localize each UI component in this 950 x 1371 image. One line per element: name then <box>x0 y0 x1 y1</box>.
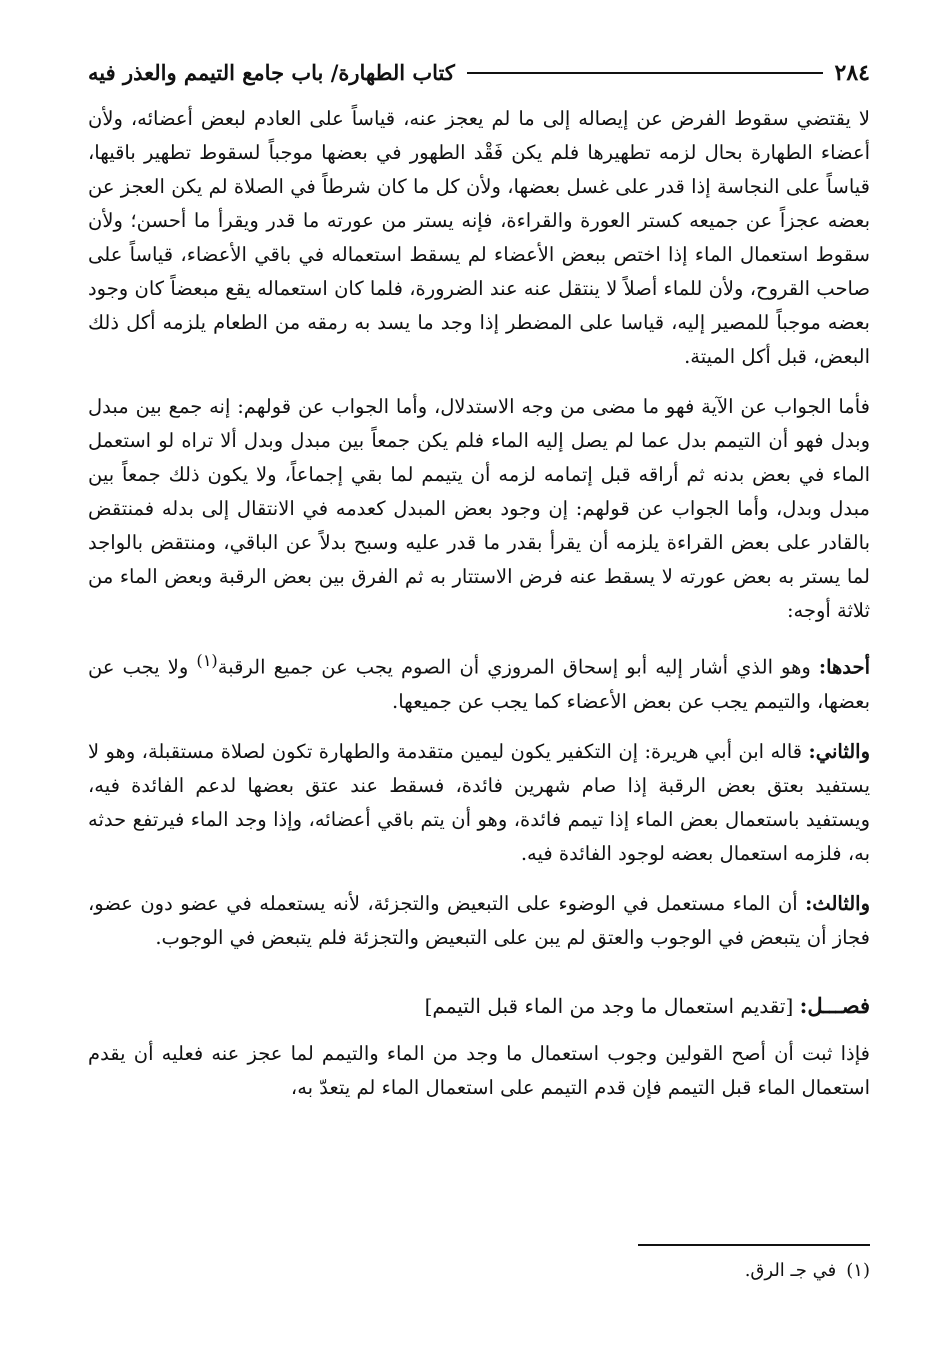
section-lead: فصـــل: <box>799 992 870 1018</box>
header-rule <box>467 72 823 74</box>
chapter-title: كتاب الطهارة/ باب جامع التيمم والعذر فيه <box>88 60 455 85</box>
section-heading <box>88 989 870 1023</box>
paragraph-1: لا يقتضي سقوط الفرض عن إيصاله إلى ما لم يعجز عنه، قياساً على العادم لبعض أعضائه، ولأن أعضاء الطهارة بحال لزمه تطهيرها فلم يكن فَقْد الطهور في بعضها موجباً لسقوط تطهير باقيها، قياساً على النجاسة إذا قدر على غسل بعضها، ولأن كل ما كان شرطاً في الصلاة لم يكن العجز عن بعضه عجزاً عن جميعه كستر العورة والقراءة، فإنه يستر من عورته ما قدر ويقرأ ما أحسن؛ ولأن سقوط استعمال الماء إذا اختص ببعض الأعضاء لم يسقط استعماله في باقي الأعضاء، قياساً على صاحب القروح، ولأن للماء أصلاً لا ينتقل عنه عند الضرورة، فلما كان استعماله يقع مبعضاً كان وجود بعضه موجباً للمصير إليه، قياسا على المضطر إذا وجد ما يسد به رمقه من الطعام يلزمه أكل ذلك البعض، قبل أكل الميتة. <box>88 107 870 368</box>
footnote-marker: (١) <box>196 651 218 670</box>
main-text <box>88 102 870 1105</box>
paragraph-3-end: ولا يجب عن بعضها، والتيمم يجب عن بعض الأعضاء كما يجب عن جميعها. <box>88 655 870 713</box>
footnote-number: (١) <box>846 1260 870 1281</box>
paragraph-4-lead: والثاني: <box>808 739 870 763</box>
footnote-text: في جـ الرق. <box>744 1260 837 1281</box>
footnote-rule <box>638 1244 870 1246</box>
paragraph-3-lead: أحدها: <box>818 655 871 679</box>
section-title: [تقديم استعمال ما وجد من الماء قبل التيمم] <box>424 993 800 1018</box>
paragraph-5 <box>88 887 870 955</box>
paragraph-5-lead: والثالث: <box>805 891 870 915</box>
footnote <box>745 1256 870 1286</box>
paragraph-2: فأما الجواب عن الآية فهو ما مضى من وجه الاستدلال، وأما الجواب عن قولهم: إنه جمع بين مبدل وبدل فهو أن التيمم بدل عما لم يصل إليه الماء فلم يكن جمعاً بين مبدل وبدل ألا تراه لو استعمل الماء في بعض بدنه ثم أراقه قبل إتمامه لزمه أن يتيمم لما بقي إجماعاً، ولا يكون ذلك جمعاً بين مبدل وبدل، وأما الجواب عن قولهم: إن وجود بعض المبدل كعدمه في الانتقال إلى بدله فمنتقض بالقادر على بعض القراءة يلزمه أن يقرأ بقدر ما قدر عليه وسبح بدلاً عن الباقي، ومنتقض بالواجد لما يستر به بعض عورته لا يسقط عنه فرض الاستتار به ثم الفرق بين بعض الرقبة وبعض الماء من ثلاثة أوجه: <box>88 395 870 622</box>
running-header <box>88 52 870 94</box>
paragraph-4 <box>88 735 870 871</box>
paragraph-3 <box>88 644 870 719</box>
paragraph-3-text: وهو الذي أشار إليه أبو إسحاق المروزي أن الصوم يجب عن جميع الرقبة <box>217 655 819 679</box>
page-number: ٢٨٤ <box>834 60 870 86</box>
section-paragraph: فإذا ثبت أن أصح القولين وجوب استعمال ما وجد من الماء والتيمم لما عجز عنه فعليه أن يقدم استعمال الماء قبل التيمم فإن قدم التيمم على استعمال الماء لم يتعدّ به، <box>88 1041 870 1099</box>
paragraph-5-text: أن الماء مستعمل في الوضوء على التبعيض والتجزئة، لأنه يستعمله في عضو دون عضو، فجاز أن يتبعض في الوجوب والعتق لم يبن على التبعيض والتجزئة فلم يتبعض في الوجوب. <box>88 891 870 949</box>
book-page <box>88 52 870 1352</box>
paragraph-4-text: قاله ابن أبي هريرة: إن التكفير يكون ليمين متقدمة والطهارة تكون لصلاة مستقبلة، وهو لا يستفيد بعتق بعض الرقبة إذا صام شهرين فائدة، فسقط عند عتق بعضها لدعم الفائدة فيه، ويستفيد باستعمال بعض الماء إذا تيمم فائدة، وهو أن يتم باقي أعضائه، وإذا وجد الماء فيرتفع حدثه به، فلزمه استعمال بعضه لوجود الفائدة فيه. <box>88 739 870 865</box>
